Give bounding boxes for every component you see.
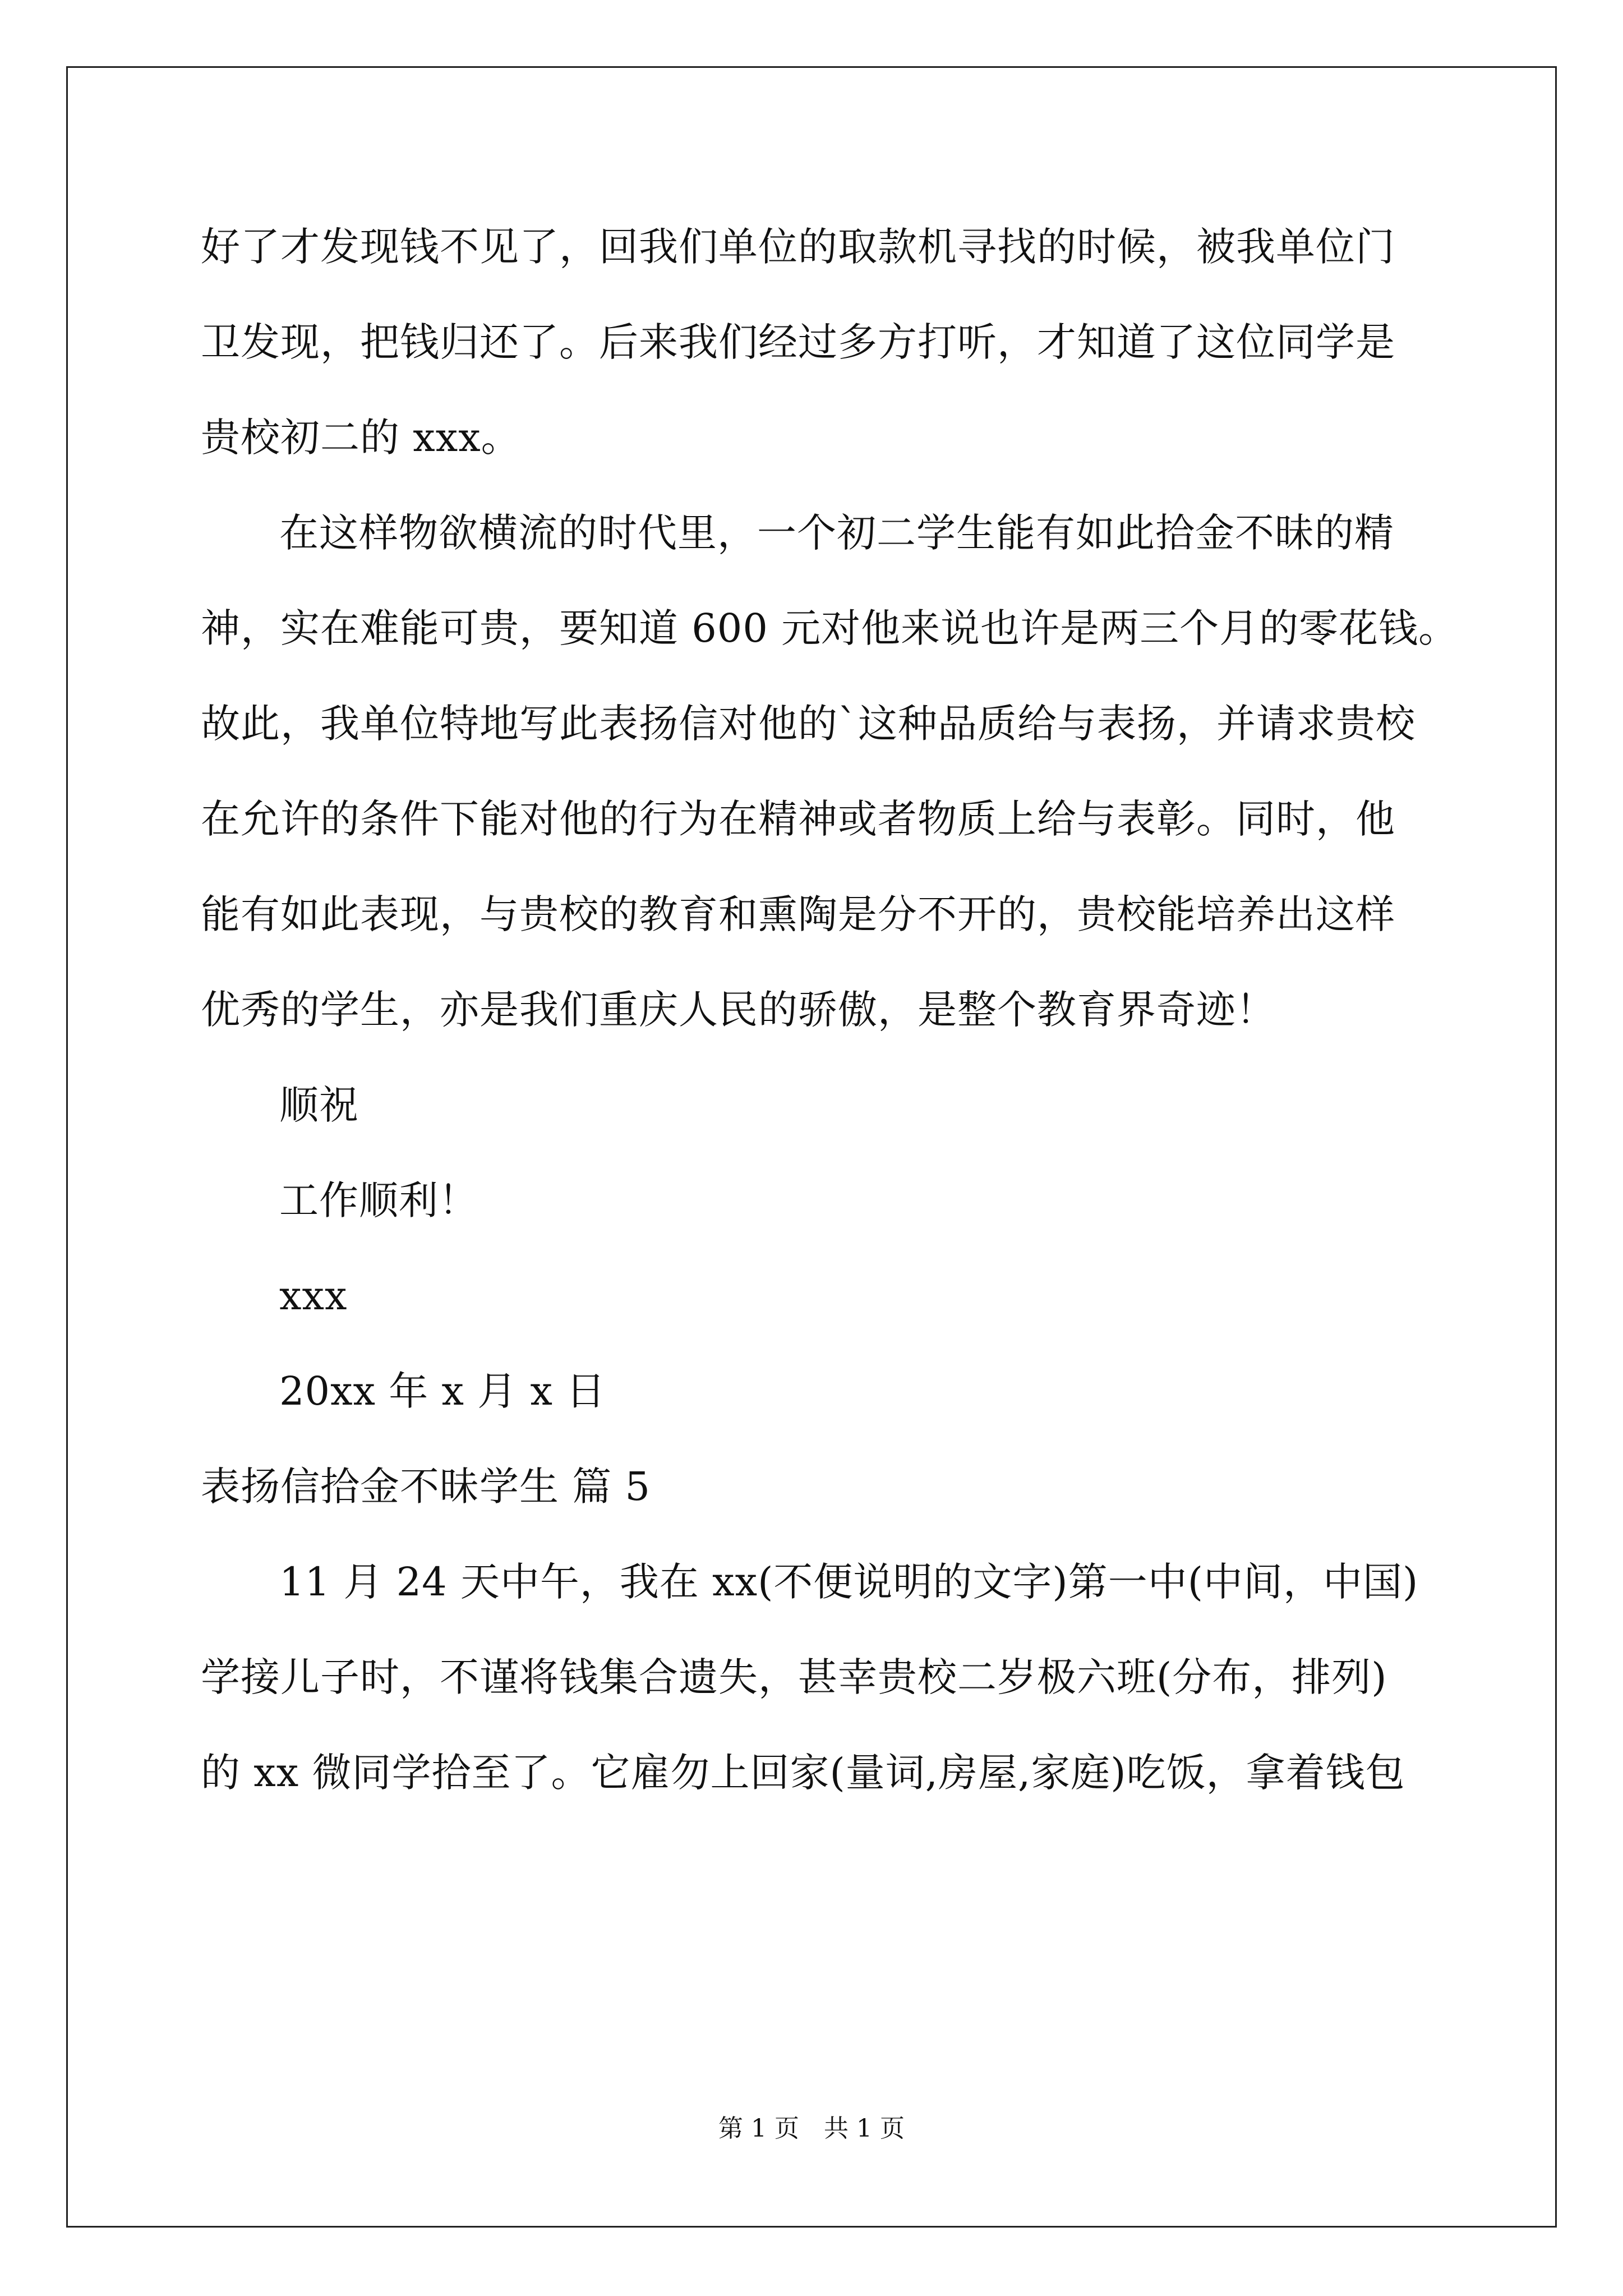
paragraph-line: 优秀的学生，亦是我们重庆人民的骄傲，是整个教育界奇迹！ xyxy=(201,987,1276,1033)
page-border xyxy=(66,66,1557,2228)
page-number: 第 1 页 xyxy=(718,2114,799,2143)
paragraph-line: 好了才发现钱不见了，回我们单位的取款机寻找的时候，被我单位门 xyxy=(201,224,1395,270)
paragraph-line: 卫发现，把钱归还了。后来我们经过多方打听，才知道了这位同学是 xyxy=(201,319,1395,365)
paragraph-line: 在允许的条件下能对他的行为在精神或者物质上给与表彰。同时，他 xyxy=(201,796,1395,842)
page-footer xyxy=(0,2112,1623,2146)
paragraph-line: 能有如此表现，与贵校的教育和熏陶是分不开的，贵校能培养出这样 xyxy=(201,891,1395,937)
paragraph-line: 贵校初二的 xxx。 xyxy=(201,415,521,461)
paragraph-line: 学接儿子时，不谨将钱集合遗失，甚幸贵校二岁极六班(分布，排列) xyxy=(201,1654,1387,1700)
paragraph-line: 的 xx 微同学拾至了。它雇勿上回家(量词,房屋,家庭)吃饭，拿着钱包 xyxy=(201,1750,1405,1796)
paragraph-line: 神，实在难能可贵，要知道 600 元对他来说也许是两三个月的零花钱。 xyxy=(201,605,1459,651)
section-heading: 表扬信拾金不昧学生 篇 5 xyxy=(201,1464,651,1510)
paragraph-line: 在这样物欲横流的时代里，一个初二学生能有如此拾金不昧的精 xyxy=(279,510,1394,556)
closing-wish: 工作顺利！ xyxy=(279,1177,478,1223)
date-line: 20xx 年 x 月 x 日 xyxy=(279,1368,606,1414)
page-total: 共 1 页 xyxy=(824,2114,905,2143)
paragraph-line: 11 月 24 天中午，我在 xx(不便说明的文字)第一中(中间，中国) xyxy=(279,1559,1419,1605)
signature: xxx xyxy=(279,1273,348,1319)
closing-salutation: 顺祝 xyxy=(279,1082,359,1128)
paragraph-line: 故此，我单位特地写此表扬信对他的`这种品质给与表扬，并请求贵校 xyxy=(201,701,1415,747)
